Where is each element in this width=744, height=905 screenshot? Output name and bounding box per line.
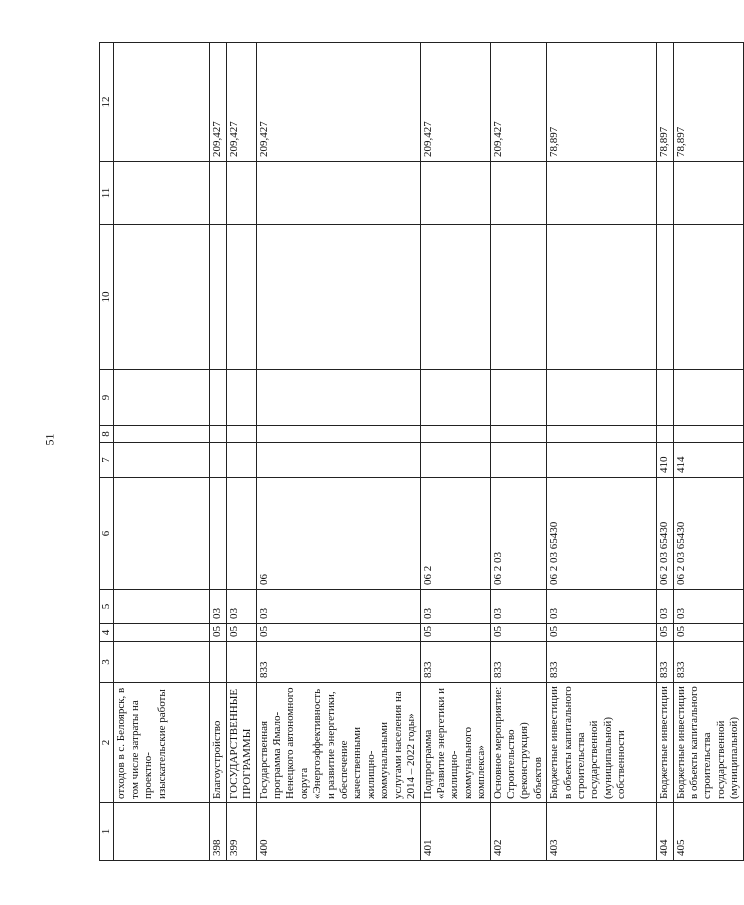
table-cell-col-10 xyxy=(420,225,490,370)
table-cell-col-4 xyxy=(114,624,210,642)
table-cell-col-9 xyxy=(490,370,547,426)
table-cell-col-11 xyxy=(256,162,420,225)
table-cell-col-10 xyxy=(673,225,743,370)
rotated-table-container xyxy=(99,43,741,861)
table-cell-col-10 xyxy=(114,225,210,370)
table-cell-col-10 xyxy=(490,225,547,370)
header-row xyxy=(100,43,114,861)
table-cell-col-11 xyxy=(547,162,657,225)
header-cell: 9 xyxy=(100,370,114,426)
table-cell-col-1: 404 xyxy=(657,803,673,861)
header-cell: 7 xyxy=(100,443,114,478)
table-cell-col-1: 400 xyxy=(256,803,420,861)
table-cell-col-5: 03 xyxy=(490,590,547,624)
table-cell-col-8 xyxy=(210,426,226,443)
table-cell-col-4: 05 xyxy=(256,624,420,642)
table-cell-col-2: Государственная программа Ямало-Ненецкого автономного округа «Энергоэффективность и развитие энергетики, обеспечение качественными жилищно-коммунальными услугами населения на 2014 – 2022 годы» xyxy=(256,683,420,803)
table-cell-col-3 xyxy=(226,642,256,683)
table-cell-col-2: Благоустройство xyxy=(210,683,226,803)
table-row xyxy=(210,43,226,861)
table-cell-col-4: 05 xyxy=(210,624,226,642)
table-row xyxy=(256,43,420,861)
table-cell-col-7 xyxy=(547,443,657,478)
table-row xyxy=(226,43,256,861)
table-cell-col-1: 401 xyxy=(420,803,490,861)
table-cell-col-7 xyxy=(226,443,256,478)
table-cell-col-7 xyxy=(420,443,490,478)
table-cell-col-5: 03 xyxy=(673,590,743,624)
table-row xyxy=(490,43,547,861)
table-cell-col-6: 06 2 03 xyxy=(490,478,547,590)
table-cell-col-7 xyxy=(490,443,547,478)
header-cell: 3 xyxy=(100,642,114,683)
table-cell-col-6: 06 2 03 65430 xyxy=(673,478,743,590)
table-cell-col-5: 03 xyxy=(226,590,256,624)
table-cell-col-3: 833 xyxy=(547,642,657,683)
table-cell-col-5: 03 xyxy=(657,590,673,624)
table-cell-col-8 xyxy=(490,426,547,443)
table-cell-col-8 xyxy=(547,426,657,443)
table-cell-col-11 xyxy=(673,162,743,225)
table-cell-col-12: 78,897 xyxy=(657,43,673,162)
table-cell-col-5: 03 xyxy=(210,590,226,624)
table-cell-col-12: 209,427 xyxy=(490,43,547,162)
table-cell-col-1 xyxy=(114,803,210,861)
table-cell-col-9 xyxy=(673,370,743,426)
table-cell-col-8 xyxy=(673,426,743,443)
table-cell-col-1: 405 xyxy=(673,803,743,861)
table-cell-col-12: 78,897 xyxy=(547,43,657,162)
header-cell: 12 xyxy=(100,43,114,162)
table-cell-col-2: Бюджетные инвестиции в объекты капитального строительства государственной (муниципальной) собственности xyxy=(547,683,657,803)
table-cell-col-2: Бюджетные инвестиции в объекты капитального строительства государственной (муниципальной) xyxy=(673,683,743,803)
table-cell-col-6 xyxy=(210,478,226,590)
table-cell-col-12: 209,427 xyxy=(210,43,226,162)
header-cell: 4 xyxy=(100,624,114,642)
table-cell-col-8 xyxy=(114,426,210,443)
table-cell-col-9 xyxy=(226,370,256,426)
header-cell: 8 xyxy=(100,426,114,443)
table-cell-col-9 xyxy=(547,370,657,426)
table-cell-col-4: 05 xyxy=(226,624,256,642)
table-cell-col-9 xyxy=(210,370,226,426)
table-cell-col-1: 398 xyxy=(210,803,226,861)
table-cell-col-2: отходов в с. Белоярск, в том числе затраты на проектно-изыскательские работы xyxy=(114,683,210,803)
table-cell-col-6: 06 xyxy=(256,478,420,590)
table-cell-col-11 xyxy=(114,162,210,225)
budget-table xyxy=(99,42,744,861)
table-cell-col-11 xyxy=(226,162,256,225)
table-cell-col-1: 399 xyxy=(226,803,256,861)
table-cell-col-7 xyxy=(256,443,420,478)
table-row xyxy=(114,43,210,861)
table-cell-col-7: 410 xyxy=(657,443,673,478)
header-cell: 6 xyxy=(100,478,114,590)
table-row xyxy=(547,43,657,861)
table-cell-col-8 xyxy=(657,426,673,443)
table-cell-col-3: 833 xyxy=(256,642,420,683)
table-cell-col-7 xyxy=(114,443,210,478)
table-cell-col-10 xyxy=(256,225,420,370)
table-cell-col-4: 05 xyxy=(490,624,547,642)
table-cell-col-11 xyxy=(490,162,547,225)
header-cell: 5 xyxy=(100,590,114,624)
table-cell-col-10 xyxy=(547,225,657,370)
table-cell-col-7 xyxy=(210,443,226,478)
table-cell-col-8 xyxy=(256,426,420,443)
table-row xyxy=(420,43,490,861)
table-cell-col-3: 833 xyxy=(673,642,743,683)
table-cell-col-9 xyxy=(420,370,490,426)
table-cell-col-8 xyxy=(226,426,256,443)
table-row xyxy=(657,43,673,861)
table-cell-col-6 xyxy=(226,478,256,590)
table-cell-col-10 xyxy=(226,225,256,370)
header-cell: 2 xyxy=(100,683,114,803)
table-cell-col-8 xyxy=(420,426,490,443)
table-cell-col-6: 06 2 03 65430 xyxy=(657,478,673,590)
table-cell-col-4: 05 xyxy=(547,624,657,642)
header-cell: 11 xyxy=(100,162,114,225)
table-cell-col-2: Подпрограмма «Развитие энергетики и жилищно-коммунального комплекса» xyxy=(420,683,490,803)
table-cell-col-12: 209,427 xyxy=(226,43,256,162)
table-cell-col-1: 402 xyxy=(490,803,547,861)
table-cell-col-9 xyxy=(256,370,420,426)
header-cell: 1 xyxy=(100,803,114,861)
table-cell-col-9 xyxy=(657,370,673,426)
table-cell-col-4: 05 xyxy=(657,624,673,642)
table-cell-col-9 xyxy=(114,370,210,426)
table-row xyxy=(673,43,743,861)
table-cell-col-11 xyxy=(657,162,673,225)
table-cell-col-5 xyxy=(114,590,210,624)
table-cell-col-10 xyxy=(657,225,673,370)
table-cell-col-1: 403 xyxy=(547,803,657,861)
table-cell-col-3 xyxy=(210,642,226,683)
table-cell-col-4: 05 xyxy=(673,624,743,642)
table-cell-col-2: ГОСУДАРСТВЕННЫЕ ПРОГРАММЫ xyxy=(226,683,256,803)
table-cell-col-4: 05 xyxy=(420,624,490,642)
table-cell-col-11 xyxy=(420,162,490,225)
table-cell-col-11 xyxy=(210,162,226,225)
table-cell-col-10 xyxy=(210,225,226,370)
table-cell-col-5: 03 xyxy=(547,590,657,624)
table-cell-col-7: 414 xyxy=(673,443,743,478)
table-cell-col-3 xyxy=(114,642,210,683)
table-cell-col-12: 78,897 xyxy=(673,43,743,162)
table-cell-col-12: 209,427 xyxy=(256,43,420,162)
table-cell-col-3: 833 xyxy=(490,642,547,683)
header-cell: 10 xyxy=(100,225,114,370)
table-cell-col-5: 03 xyxy=(420,590,490,624)
table-cell-col-12 xyxy=(114,43,210,162)
table-cell-col-6: 06 2 xyxy=(420,478,490,590)
table-cell-col-6: 06 2 03 65430 xyxy=(547,478,657,590)
page-number: 51 xyxy=(42,433,57,446)
table-cell-col-2: Бюджетные инвестиции xyxy=(657,683,673,803)
table-cell-col-2: Основное мероприятие: Строительство (реконструкция) объектов xyxy=(490,683,547,803)
table-cell-col-6 xyxy=(114,478,210,590)
table-cell-col-3: 833 xyxy=(420,642,490,683)
table-cell-col-3: 833 xyxy=(657,642,673,683)
table-cell-col-5: 03 xyxy=(256,590,420,624)
table-cell-col-12: 209,427 xyxy=(420,43,490,162)
